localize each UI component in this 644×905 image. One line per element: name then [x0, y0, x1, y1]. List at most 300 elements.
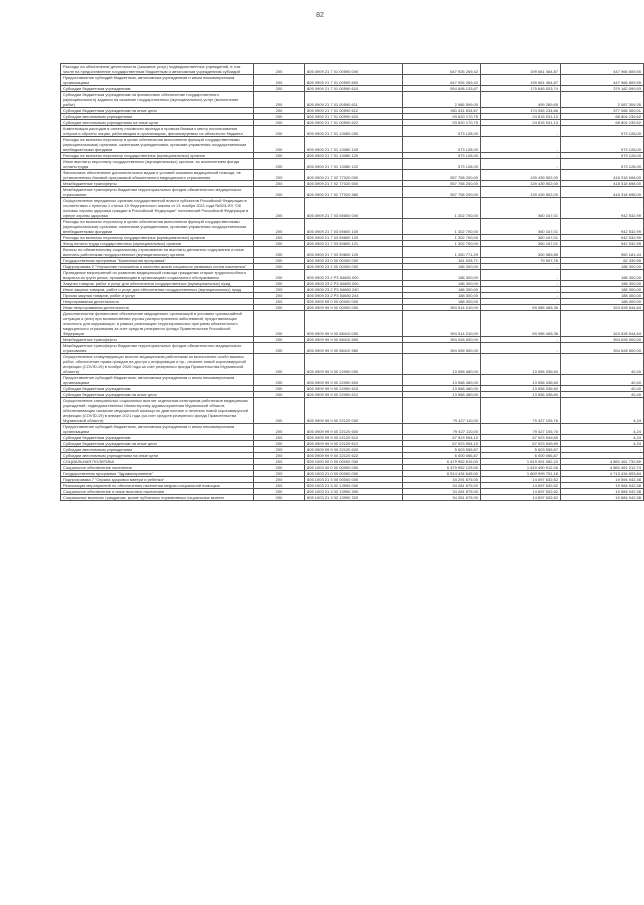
row-classification: 805 0909 21 7 02 77020 580 — [305, 187, 403, 198]
table-row — [61, 126, 644, 137]
row-approved: 79 427 110,00 — [403, 424, 481, 435]
row-code: 200 — [254, 477, 305, 483]
row-classification: 805 0909 99 9 00 22120 612 — [305, 441, 403, 447]
row-executed: 67 923 549,89 — [481, 435, 561, 441]
row-classification: 805 0909 99 9 00 22090 600 — [305, 375, 403, 386]
row-unexecuted: 2 087 309,35 — [561, 92, 644, 108]
row-name: Проведение мероприятий по развитию медицинской помощи гражданам старше трудоспособного возраста из групп риска, проживающим в организациях социального обслуживания — [61, 270, 254, 281]
table-row — [61, 159, 644, 170]
row-approved: 6 000 066,87 — [403, 453, 481, 459]
table-row — [61, 471, 644, 477]
row-name: Расходы на выплаты персоналу в целях обеспечения выполнения функций государственными (муниципальными) органами, казенными учреждениями, органами управления государственными внебюджетными фондами — [61, 219, 254, 235]
row-name: Подпрограмма 2 "Улучшение положения и качества жизни социально уязвимых слоев населения" — [61, 264, 254, 270]
row-name: Осуществление переданных органам государственной власти субъектов Российской Федерации в соответствии с пунктом 1 статьи 15 Федерального закона от 21 ноября 2011 года №323-ФЗ "Об основах охраны здоровья граждан в Российской Федерации" полномочий Российской Федерации в сфере охраны здоровья — [61, 198, 254, 219]
row-executed: 14 697 632,62 — [481, 495, 561, 501]
row-unexecuted: 394 528 500,00 — [561, 337, 644, 343]
row-code: 200 — [254, 126, 305, 137]
row-unexecuted: 942 532,99 — [561, 198, 644, 219]
table-row — [61, 287, 644, 293]
row-executed: 79 427 105,76 — [481, 424, 561, 435]
row-executed: 14 697 632,62 — [481, 483, 561, 489]
row-unexecuted: 188 300,00 — [561, 287, 644, 293]
row-approved: 647 926 269,42 — [403, 64, 481, 75]
row-unexecuted: 188 300,00 — [561, 264, 644, 270]
row-unexecuted: 942 532,99 — [561, 241, 644, 247]
row-code: 200 — [254, 64, 305, 75]
row-name: Финансовое обеспечение дополнительных видов и условий оказания медицинской помощи, не установленных базовой программой обязательного медицинского страхования — [61, 170, 254, 181]
row-code: 200 — [254, 120, 305, 126]
row-code: 200 — [254, 159, 305, 170]
row-name: Закупка товаров, работ и услуг для обеспечения государственных (муниципальных) нужд — [61, 281, 254, 287]
row-name: Социальные выплаты гражданам, кроме публичных нормативных социальных выплат — [61, 495, 254, 501]
row-classification: 805 1003 21 3 02 13990 000 — [305, 483, 403, 489]
row-classification: 805 1003 00 0 00 00000 000 — [305, 465, 403, 471]
table-row — [61, 311, 644, 337]
row-code: 200 — [254, 305, 305, 311]
row-executed: 1 619 490 912,26 — [481, 465, 561, 471]
row-classification: 805 0909 99 9 00 58410 500 — [305, 337, 403, 343]
row-unexecuted: 4 860 461 212,74 — [561, 465, 644, 471]
row-classification: 805 0909 21 7 01 13080 100 — [305, 137, 403, 153]
table-row — [61, 270, 644, 281]
row-approved: 13 568 480,00 — [403, 392, 481, 398]
page-number: 82 — [316, 12, 324, 19]
row-unexecuted: 19 594 042,38 — [561, 477, 644, 483]
row-classification: 805 0909 21 7 01 13080 120 — [305, 153, 403, 159]
row-classification: 805 0909 23 2 P3 54680 244 — [305, 293, 403, 299]
row-code: 200 — [254, 299, 305, 305]
row-classification: 805 0909 21 7 02 77020 500 — [305, 181, 403, 187]
row-executed: 300 589,85 — [481, 247, 561, 258]
row-code: 200 — [254, 219, 305, 235]
table-row — [61, 137, 644, 153]
row-code: 200 — [254, 398, 305, 424]
row-unexecuted: 573 128,00 — [561, 137, 644, 153]
row-unexecuted: 377 066 300,01 — [561, 108, 644, 114]
row-unexecuted: 4,24 — [561, 435, 644, 441]
row-unexecuted: 942 532,99 — [561, 235, 644, 241]
row-unexecuted: 19 584 042,38 — [561, 483, 644, 489]
table-row — [61, 264, 644, 270]
row-code: 200 — [254, 114, 305, 120]
row-classification: 805 0909 99 9 00 00000 000 — [305, 305, 403, 311]
table-row — [61, 153, 644, 159]
row-approved: 34 281 675,00 — [403, 483, 481, 489]
table-row — [61, 441, 644, 447]
row-name: Предоставление субсидий бюджетным, автономным учреждениям и иным некоммерческим организациям — [61, 375, 254, 386]
row-executed: 69 985 465,36 — [481, 305, 561, 311]
row-unexecuted: 394 528 500,00 — [561, 343, 644, 354]
row-classification: 805 0909 21 7 03 59800 100 — [305, 219, 403, 235]
row-approved: 6 514 434 645,00 — [403, 471, 481, 477]
row-approved: 573 128,00 — [403, 159, 481, 170]
table-row — [61, 477, 644, 483]
table-row — [61, 120, 644, 126]
row-executed: - — [481, 281, 561, 287]
row-approved: 2 586 599,00 — [403, 92, 481, 108]
row-classification: 805 0909 99 9 00 22090 000 — [305, 354, 403, 375]
row-name: Расходы на выплаты персоналу государственных (муниципальных) органов — [61, 153, 254, 159]
row-unexecuted: 942 532,99 — [561, 219, 644, 235]
row-code: 200 — [254, 392, 305, 398]
row-approved: 573 128,00 — [403, 126, 481, 137]
row-approved: 394 514 010,00 — [403, 305, 481, 311]
row-code: 200 — [254, 258, 305, 264]
row-code: 200 — [254, 137, 305, 153]
row-name: Реализация мероприятий по обеспечению населения медико-социальной помощью — [61, 483, 254, 489]
row-unexecuted: - — [561, 447, 644, 453]
row-name: Компенсация расходов в оплату стоимости проезда и провоза багажа к месту использования отпуска и обратно лицам, работающим в организациях, финансируемых из областного бюджета — [61, 126, 254, 137]
row-code: 200 — [254, 264, 305, 270]
row-executed: 13 556 336,60 — [481, 354, 561, 375]
row-approved: 34 281 675,00 — [403, 495, 481, 501]
row-code: 200 — [254, 235, 305, 241]
row-approved: 161 928,71 — [403, 258, 481, 264]
row-unexecuted: 418 318 698,00 — [561, 170, 644, 181]
row-classification: 805 0909 21 7 01 00590 611 — [305, 92, 403, 108]
table-row — [61, 170, 644, 181]
table-row — [61, 241, 644, 247]
table-row — [61, 198, 644, 219]
row-classification: 805 0909 21 7 03 59800 120 — [305, 235, 403, 241]
row-executed: 13 556 336,60 — [481, 375, 561, 386]
row-code: 200 — [254, 459, 305, 465]
row-code: 200 — [254, 465, 305, 471]
row-classification: 805 0909 99 9 00 58410 000 — [305, 311, 403, 337]
row-code: 200 — [254, 108, 305, 114]
row-name: Субсидии автономным учреждениям на иные цели — [61, 453, 254, 459]
row-executed: 174 545 234,66 — [481, 108, 561, 114]
row-unexecuted: 19 584 042,38 — [561, 495, 644, 501]
row-executed: 139 439 502,00 — [481, 187, 561, 198]
row-name: Непрограммная деятельность — [61, 299, 254, 305]
row-approved: 13 568 480,00 — [403, 354, 481, 375]
row-classification: 805 0909 99 9 00 22090 612 — [305, 392, 403, 398]
row-code: 200 — [254, 424, 305, 435]
row-classification: 805 0909 99 9 00 22120 600 — [305, 424, 403, 435]
table-row — [61, 92, 644, 108]
row-unexecuted: 418 318 698,00 — [561, 181, 644, 187]
row-classification: 805 0909 21 7 01 00590 620 — [305, 114, 403, 120]
table-row — [61, 398, 644, 424]
row-name: Иные выплаты персоналу государственных (муниципальных) органов, за исключением фонда оплаты труда — [61, 159, 254, 170]
table-row — [61, 392, 644, 398]
row-code: 200 — [254, 375, 305, 386]
row-executed: 139 439 502,00 — [481, 181, 561, 187]
row-name: СОЦИАЛЬНАЯ ПОЛИТИКА — [61, 459, 254, 465]
row-classification: 805 1003 21 3 02 13990 300 — [305, 489, 403, 495]
row-executed: - — [481, 159, 561, 170]
row-name: Дополнительное финансовое обеспечение медицинских организаций в условиях чрезвычайной ситуации и (или) при возникновении угрозы распространения заболеваний, представляющих опасность для окружающих, в рамках реализации территориальных программ обязательного медицинского страхования за счет средств резервного фонда Правительства Российской Федерации — [61, 311, 254, 337]
row-classification: 805 0909 99 0 00 00000 000 — [305, 299, 403, 305]
table-row — [61, 75, 644, 86]
row-name: Расходы на выплаты персоналу государственных (муниципальных) органов — [61, 235, 254, 241]
row-code: 200 — [254, 247, 305, 258]
row-executed: 79 597,76 — [481, 258, 561, 264]
table-row — [61, 489, 644, 495]
row-executed: 139 439 502,00 — [481, 170, 561, 181]
row-unexecuted: 82 330,95 — [561, 258, 644, 264]
row-executed: - — [481, 287, 561, 293]
row-code: 200 — [254, 386, 305, 392]
row-executed: 67 923 549,89 — [481, 441, 561, 447]
row-classification: 805 0909 99 9 00 58410 580 — [305, 343, 403, 354]
row-unexecuted: 324 528 544,64 — [561, 305, 644, 311]
row-executed: 6 000 066,87 — [481, 453, 561, 459]
row-approved: 34 291 675,00 — [403, 477, 481, 483]
row-code: 200 — [254, 447, 305, 453]
row-unexecuted: 379 182 599,93 — [561, 86, 644, 92]
row-approved: 647 926 269,42 — [403, 75, 481, 86]
table-row — [61, 495, 644, 501]
row-unexecuted: 40,40 — [561, 392, 644, 398]
row-name: Межбюджетные трансферты — [61, 181, 254, 187]
row-code: 200 — [254, 293, 305, 299]
row-name: Иные закупки товаров, работ и услуг для обеспечения государственных (муниципальных) нужд — [61, 287, 254, 293]
row-name: Предоставление субсидий бюджетным, автономным учреждениям и иным некоммерческим организациям — [61, 75, 254, 86]
row-classification: 805 0909 23 2 P3 54680 000 — [305, 270, 403, 281]
row-name: Социальное обеспечение и иные выплаты населению — [61, 489, 254, 495]
row-name: Предоставление субсидий бюджетным, автономным учреждениям и иным некоммерческим организациям — [61, 424, 254, 435]
row-unexecuted: 4 713 434 893,84 — [561, 471, 644, 477]
row-approved: 5 503 555,87 — [403, 447, 481, 453]
row-executed: 1 619 491 082,20 — [481, 459, 561, 465]
row-classification: 805 0909 23 0 00 00000 000 — [305, 258, 403, 264]
row-executed: 360 167,01 — [481, 241, 561, 247]
row-code: 200 — [254, 187, 305, 198]
row-executed: 14 697 632,62 — [481, 477, 561, 483]
row-executed: 24 815 931,13 — [481, 120, 561, 126]
row-code: 200 — [254, 311, 305, 337]
row-name: Взносы по обязательному социальному страхованию на выплаты денежного содержания и иные выплаты работникам государственных (муниципальных) органов — [61, 247, 254, 258]
table-row — [61, 247, 644, 258]
row-approved: 93 620 170,75 — [403, 120, 481, 126]
row-name: Субсидии бюджетным учреждениям — [61, 386, 254, 392]
row-classification: 805 0909 21 7 01 00590 612 — [305, 108, 403, 114]
row-name: Социальное обеспечение населения — [61, 465, 254, 471]
row-unexecuted: 40,40 — [561, 354, 644, 375]
row-approved: 394 528 500,00 — [403, 337, 481, 343]
row-code: 200 — [254, 343, 305, 354]
row-executed: - — [481, 126, 561, 137]
row-executed: 199 661 464,87 — [481, 64, 561, 75]
row-unexecuted: 324 528 544,64 — [561, 311, 644, 337]
row-name: Государственная программа "Комплексная программа" — [61, 258, 254, 264]
row-approved: 557 758 200,00 — [403, 170, 481, 181]
row-code: 200 — [254, 495, 305, 501]
row-approved: 573 128,00 — [403, 137, 481, 153]
row-code: 200 — [254, 75, 305, 86]
row-unexecuted: 188 300,00 — [561, 270, 644, 281]
row-classification: 805 0909 23 2 P3 54680 200 — [305, 281, 403, 287]
row-classification: 805 0909 21 7 03 59800 000 — [305, 198, 403, 219]
table-row — [61, 235, 644, 241]
row-classification: 805 0909 21 7 01 00590 600 — [305, 75, 403, 86]
row-unexecuted: 4,24 — [561, 424, 644, 435]
table-row — [61, 343, 644, 354]
row-executed: 69 985 465,36 — [481, 311, 561, 337]
row-name: Осуществление стимулирующих выплат медицинским работникам за выполнение особо важных работ, обеспечение права граждан на доступ к информации и пр.; лечение новой коронавирусной инфекции (COVID-19) в ноябре 2020 года за счет резервного фонда Правительства Мурманской области) — [61, 354, 254, 375]
table-row — [61, 258, 644, 264]
row-name: Иная непрограммная деятельность — [61, 305, 254, 311]
row-executed: - — [481, 270, 561, 281]
row-unexecuted: 4,24 — [561, 441, 644, 447]
row-classification: 805 0909 99 9 00 22090 610 — [305, 386, 403, 392]
row-name: Субсидии бюджетным учреждениям на иные цели — [61, 108, 254, 114]
row-name: Расходы на выплаты персоналу в целях обеспечения выполнения функций государственными (муниципальными) органами, казенными учреждениями, органами управления государственными внебюджетными фондами — [61, 137, 254, 153]
row-approved: 1 302 700,00 — [403, 241, 481, 247]
row-unexecuted: 40,40 — [561, 375, 644, 386]
row-classification: 805 0909 21 7 01 13080 122 — [305, 159, 403, 170]
row-approved: 573 128,00 — [403, 153, 481, 159]
row-unexecuted: 188 300,00 — [561, 281, 644, 287]
table-row — [61, 354, 644, 375]
row-approved: 394 514 010,00 — [403, 311, 481, 337]
row-executed: - — [481, 264, 561, 270]
table-row — [61, 424, 644, 435]
row-code: 200 — [254, 337, 305, 343]
row-approved: 188 300,00 — [403, 287, 481, 293]
row-approved: 67 923 554,10 — [403, 435, 481, 441]
row-code: 200 — [254, 483, 305, 489]
row-executed: 1 800 999 751,16 — [481, 471, 561, 477]
row-executed: 499 289,65 — [481, 92, 561, 108]
table-row — [61, 375, 644, 386]
row-classification: 805 0909 21 7 01 00590 000 — [305, 64, 403, 75]
row-name: Субсидии бюджетным учреждениям на финансовое обеспечение государственного (муниципального) задания на оказание государственных (муниципальных) услуг (выполнение работ) — [61, 92, 254, 108]
row-classification: 805 0909 99 9 00 22120 620 — [305, 447, 403, 453]
row-executed: - — [481, 337, 561, 343]
row-classification: 805 0909 21 7 03 59800 129 — [305, 247, 403, 258]
row-unexecuted: 418 318 698,00 — [561, 187, 644, 198]
row-executed: - — [481, 343, 561, 354]
row-unexecuted: 573 128,00 — [561, 126, 644, 137]
row-code: 200 — [254, 471, 305, 477]
row-code: 200 — [254, 86, 305, 92]
row-name: Субсидии бюджетным учреждениям на иные цели — [61, 392, 254, 398]
row-name: Межбюджетные трансферты бюджетам территориальных фондов обязательного медицинского страхования — [61, 343, 254, 354]
row-code: 200 — [254, 281, 305, 287]
row-approved: 79 427 110,00 — [403, 398, 481, 424]
row-name: Субсидии автономным учреждениям — [61, 114, 254, 120]
row-unexecuted: 188 300,00 — [561, 293, 644, 299]
row-code: 200 — [254, 453, 305, 459]
row-classification: 805 0909 23 2 P3 54680 240 — [305, 287, 403, 293]
row-executed: 5 503 555,87 — [481, 447, 561, 453]
row-name: Субсидии автономным учреждениям — [61, 447, 254, 453]
budget-table — [60, 63, 644, 501]
row-unexecuted: 573 128,00 — [561, 159, 644, 170]
row-name: Субсидии бюджетным учреждениям на иные цели — [61, 441, 254, 447]
row-name: Прочая закупка товаров, работ и услуг — [61, 293, 254, 299]
row-executed: - — [481, 137, 561, 153]
row-unexecuted: 188 300,00 — [561, 299, 644, 305]
row-name: Осуществление специальных социальных выплат отдельным категориям работников медицинских учреждений, подведомственных Министерству здравоохранения Мурманской области, обеспечивающих оказание медицинской помощи по диагностике и лечению новой коронавирусной инфекции (COVID-19) в январе 2021 года (за счет средств резервного фонда Правительства Мурманской области) — [61, 398, 254, 424]
row-unexecuted: - — [561, 453, 644, 459]
row-classification: 805 1003 21 3 02 13990 320 — [305, 495, 403, 501]
row-name: Подпрограмма 7 "Охрана здоровья матери и ребенка" — [61, 477, 254, 483]
row-approved: 554 898 133,67 — [403, 86, 481, 92]
row-unexecuted: 447 966 809,55 — [561, 75, 644, 86]
row-classification: 805 0909 99 9 00 22120 622 — [305, 453, 403, 459]
row-classification: 805 0909 21 7 01 00590 610 — [305, 86, 403, 92]
row-executed: 360 167,01 — [481, 235, 561, 241]
row-approved: 394 528 500,00 — [403, 343, 481, 354]
row-name: Расходы на обеспечение деятельности (оказание услуг) подведомственных учреждений, в том числе на предоставление государственным бюджетным и автономным учреждениям субсидий — [61, 64, 254, 75]
table-row — [61, 187, 644, 198]
row-code: 200 — [254, 241, 305, 247]
row-approved: 188 300,00 — [403, 270, 481, 281]
row-approved: 6 479 952 125,00 — [403, 465, 481, 471]
table-row — [61, 64, 644, 75]
row-classification: 805 0909 23 2 00 00000 000 — [305, 264, 403, 270]
row-name: Фонд оплаты труда государственных (муниципальных) органов — [61, 241, 254, 247]
row-classification: 805 0909 21 7 01 00590 622 — [305, 120, 403, 126]
row-unexecuted: 19 584 042,38 — [561, 489, 644, 495]
row-approved: 6 479 952 815,00 — [403, 459, 481, 465]
row-approved: 67 923 554,10 — [403, 441, 481, 447]
row-unexecuted: 4,24 — [561, 398, 644, 424]
row-approved: 188 300,00 — [403, 264, 481, 270]
row-code: 200 — [254, 441, 305, 447]
row-classification: 805 0909 99 9 00 22120 000 — [305, 398, 403, 424]
row-code: 200 — [254, 435, 305, 441]
row-name: Субсидии автономным учреждениям на иные цели — [61, 120, 254, 126]
row-approved: 188 300,00 — [403, 293, 481, 299]
table-row — [61, 108, 644, 114]
row-name: Межбюджетные трансферты бюджетам территориальных фондов обязательного медицинского страхования — [61, 187, 254, 198]
row-executed: 13 556 336,60 — [481, 392, 561, 398]
row-classification: 805 1003 21 3 00 00000 000 — [305, 477, 403, 483]
row-code: 200 — [254, 287, 305, 293]
row-executed: 79 427 105,76 — [481, 398, 561, 424]
row-executed: 199 661 464,87 — [481, 75, 561, 86]
row-unexecuted: 40,40 — [561, 386, 644, 392]
row-unexecuted: 447 966 809,55 — [561, 64, 644, 75]
row-code: 200 — [254, 354, 305, 375]
table-row — [61, 453, 644, 459]
row-name: Субсидии бюджетным учреждениям — [61, 435, 254, 441]
row-approved: 1 260 771,29 — [403, 247, 481, 258]
row-approved: 93 620 170,75 — [403, 114, 481, 120]
row-executed: 24 815 931,13 — [481, 114, 561, 120]
row-classification: 805 1000 00 0 00 00000 000 — [305, 459, 403, 465]
row-classification: 805 0909 21 7 01 13080 000 — [305, 126, 403, 137]
row-classification: 805 0909 21 7 02 77020 000 — [305, 170, 403, 181]
row-classification: 805 1003 21 0 00 00000 000 — [305, 471, 403, 477]
table-row — [61, 281, 644, 287]
row-approved: 13 568 480,00 — [403, 375, 481, 386]
row-code: 200 — [254, 181, 305, 187]
row-executed: - — [481, 299, 561, 305]
row-unexecuted: 4 860 461 732,80 — [561, 459, 644, 465]
row-code: 200 — [254, 170, 305, 181]
row-approved: 551 611 534,67 — [403, 108, 481, 114]
row-classification: 805 0909 21 7 03 59800 121 — [305, 241, 403, 247]
table-row — [61, 219, 644, 235]
row-approved: 188 300,00 — [403, 281, 481, 287]
row-code: 200 — [254, 153, 305, 159]
row-executed: 360 167,01 — [481, 198, 561, 219]
row-approved: 188 300,00 — [403, 299, 481, 305]
row-code: 200 — [254, 92, 305, 108]
row-executed: 175 645 533,74 — [481, 86, 561, 92]
row-code: 200 — [254, 270, 305, 281]
row-approved: 1 302 700,00 — [403, 219, 481, 235]
row-unexecuted: 68 804 239,62 — [561, 114, 644, 120]
row-name: Государственная программа "Здравоохранение" — [61, 471, 254, 477]
row-executed: 360 167,01 — [481, 219, 561, 235]
